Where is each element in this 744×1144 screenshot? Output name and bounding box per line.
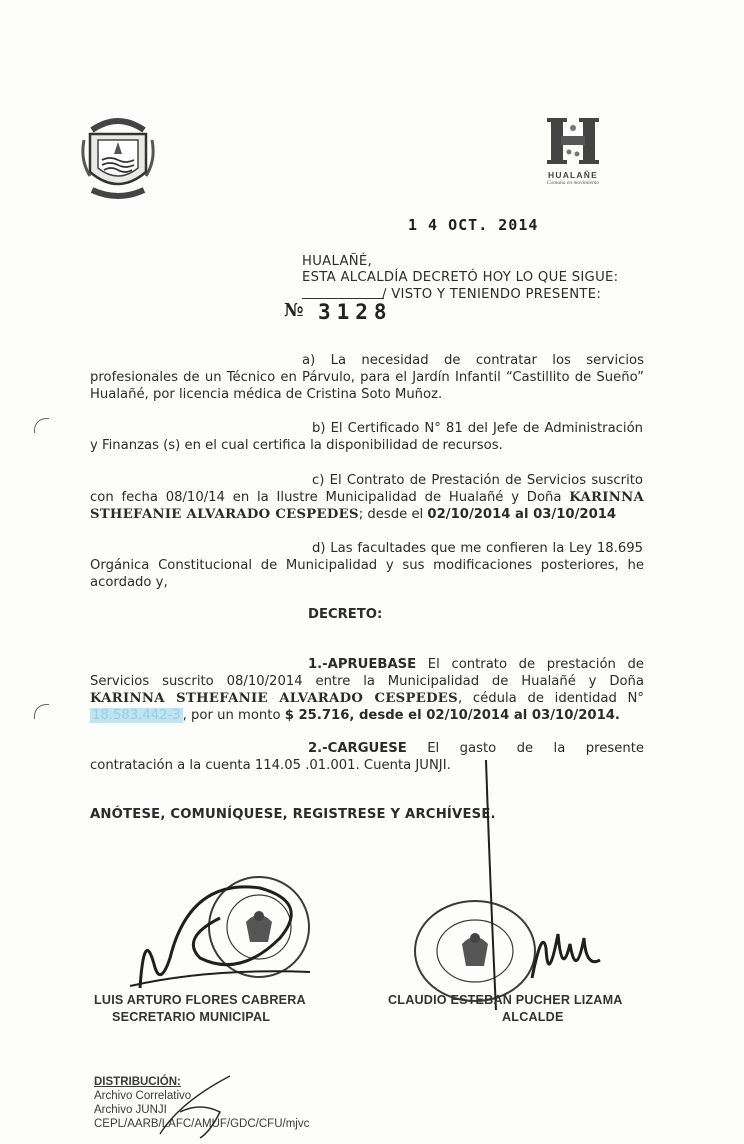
distribution-line-2: Archivo JUNJI bbox=[94, 1104, 167, 1116]
date-stamp: 1 4 OCT. 2014 bbox=[408, 216, 539, 234]
intro-line2: / VISTO Y TENIENDO PRESENTE: bbox=[382, 287, 602, 302]
decree-item-1-first bbox=[308, 656, 644, 673]
secretary-signature bbox=[120, 868, 320, 998]
paragraph-b-first: b) El Certificado N° 81 del Jefe de Administración bbox=[312, 421, 643, 436]
secretary-title: SECRETARIO MUNICIPAL bbox=[112, 1010, 271, 1024]
right-logo-tagline: Comuna en movimiento bbox=[546, 180, 600, 186]
mayor-title: ALCALDE bbox=[502, 1010, 564, 1024]
paragraph-c-person-name: KARINNA STHEFANIE ALVARADO CESPEDES bbox=[90, 490, 644, 522]
punch-mark-bottom bbox=[34, 704, 49, 719]
decree-item-2-first bbox=[308, 740, 644, 757]
paragraph-c-dates: 02/10/2014 al 03/10/2014 bbox=[427, 507, 617, 522]
decree-number: 3128 bbox=[318, 300, 393, 324]
decree-item-1-first-text: El contrato de prestación de bbox=[416, 657, 644, 672]
closing-line: ANÓTESE, COMUNÍQUESE, REGISTRESE Y ARCHÍVESE. bbox=[90, 807, 496, 822]
secretary-name: LUIS ARTURO FLORES CABRERA bbox=[94, 993, 306, 1007]
decree-item-1-label: 1.-APRUEBASE bbox=[308, 657, 417, 672]
decree-number-symbol: № bbox=[284, 300, 304, 321]
distribution-heading: DISTRIBUCIÓN: bbox=[94, 1076, 181, 1088]
municipal-crest-icon bbox=[78, 110, 158, 202]
decree-item-1-text-mid: , cédula de identidad N° bbox=[457, 691, 645, 706]
hualane-h-logo-icon bbox=[545, 116, 601, 166]
decree-item-1-id-value: 18.583.442-3 bbox=[92, 708, 181, 723]
decree-item-1-text: Servicios suscrito 08/10/2014 entre la Municipalidad de Hualañé y Doña bbox=[90, 674, 644, 689]
right-logo-name: HUALAÑE bbox=[548, 170, 598, 180]
decree-item-2-first-text: El gasto de la presente bbox=[406, 741, 644, 756]
intro-underline bbox=[302, 298, 384, 299]
decree-item-2-label: 2.-CARGUESE bbox=[308, 741, 407, 756]
distribution-scribble bbox=[140, 1072, 250, 1142]
intro-city: HUALAÑÉ, bbox=[302, 254, 373, 269]
distribution-line-3: CEPL/AARB/LAFC/AMUF/GDC/CFU/mjvc bbox=[94, 1118, 310, 1130]
intro-line1: ESTA ALCALDÍA DECRETÓ HOY LO QUE SIGUE: bbox=[302, 270, 619, 285]
decree-item-1-amount: $ 25.716 bbox=[284, 708, 350, 723]
paragraph-c-rest bbox=[90, 489, 644, 523]
decree-item-2-rest: contratación a la cuenta 114.05 .01.001. Cuenta JUNJI. bbox=[90, 758, 451, 773]
decree-item-1-rest bbox=[90, 673, 644, 724]
left-logo bbox=[78, 110, 158, 202]
paragraph-c-text-mid: ; desde el bbox=[358, 507, 428, 522]
paragraph-c-first: c) El Contrato de Prestación de Servicios suscrito bbox=[312, 473, 643, 488]
paragraph-b-rest: y Finanzas (s) en el cual certifica la disponibilidad de recursos. bbox=[90, 438, 503, 453]
paragraph-c-text: con fecha 08/10/14 en la Ilustre Municipalidad de Hualañé y Doña bbox=[90, 490, 570, 505]
distribution-line-1: Archivo Correlativo bbox=[94, 1090, 192, 1102]
decree-item-1-text-post: , por un monto bbox=[182, 708, 285, 723]
decree-item-1-person-name: KARINNA STHEFANIE ALVARADO CESPEDES bbox=[90, 691, 458, 706]
vertical-pen-line bbox=[478, 760, 508, 1020]
mayor-stamp bbox=[410, 896, 540, 1006]
decreto-heading: DECRETO: bbox=[308, 607, 383, 622]
mayor-name: CLAUDIO ESTEBAN PUCHER LIZAMA bbox=[388, 993, 623, 1007]
right-logo bbox=[538, 116, 608, 198]
paragraph-a-rest: profesionales de un Técnico en Párvulo, para el Jardín Infantil “Castillito de Sueño” Hualañé, por licencia médica de Cristina Soto Muñoz. bbox=[90, 370, 644, 402]
decree-item-1-dates: , desde el 02/10/2014 al 03/10/2014. bbox=[349, 708, 620, 723]
punch-mark-top bbox=[34, 418, 49, 433]
paragraph-d-first: d) Las facultades que me confieren la Ley 18.695 bbox=[312, 541, 643, 556]
paragraph-d-rest: Orgánica Constitucional de Municipalidad y sus modificaciones posteriores, he acordado y, bbox=[90, 558, 644, 590]
paragraph-a-first: a) La necesidad de contratar los servicios bbox=[302, 353, 644, 368]
